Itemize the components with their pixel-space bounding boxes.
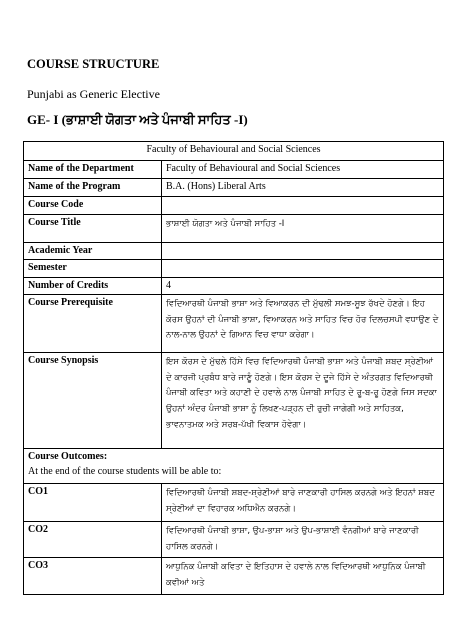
outcome-code: CO2 [24, 522, 162, 558]
outcomes-header-row [24, 449, 444, 484]
prerequisite-label: Course Prerequisite [24, 295, 162, 353]
faculty-header-cell: Faculty of Behavioural and Social Sciences [24, 142, 444, 161]
outcomes-intro: At the end of the course students will be able to: [28, 465, 222, 477]
academic-year-label: Academic Year [24, 242, 162, 260]
course-title-value: ਭਾਸ਼ਾਈ ਯੋਗਤਾ ਅਤੇ ਪੰਜਾਬੀ ਸਾਹਿਤ -I [162, 214, 444, 242]
department-label: Name of the Department [24, 161, 162, 179]
prerequisite-value: ਵਿਦਿਆਰਥੀ ਪੰਜਾਬੀ ਭਾਸ਼ਾ ਅਤੇ ਵਿਆਕਰਨ ਦੀ ਮੁੱਢਲੀ ਸਮਝ-ਸੂਝ ਰੱਖਦੇ ਹੋਣਗੇ। ਇਹ ਕੋਰਸ ਉਹਨਾਂ ਦੀ ਪੰਜਾਬੀ ਭਾਸ਼ਾ, ਵਿਆਕਰਨ ਅਤੇ ਸਾਹਿਤ ਵਿਚ ਹੋਰ ਦਿਲਚਸਪੀ ਵਧਾਉਣ ਦੇ ਨਾਲ-ਨਾਲ ਉਹਨਾਂ ਦੇ ਗਿਆਨ ਵਿਚ ਵਾਧਾ ਕਰੇਗਾ। [162, 295, 444, 353]
table-row [24, 161, 444, 179]
program-value: B.A. (Hons) Liberal Arts [162, 179, 444, 197]
outcome-code: CO1 [24, 484, 162, 522]
course-code-label: Course Code [24, 197, 162, 215]
table-row [24, 214, 444, 242]
table-row [24, 295, 444, 353]
outcome-text: ਵਿਦਿਆਰਥੀ ਪੰਜਾਬੀ ਸ਼ਬਦ-ਸ਼੍ਰੇਣੀਆਂ ਬਾਰੇ ਜਾਣਕਾਰੀ ਹਾਸਿਲ ਕਰਨਗੇ ਅਤੇ ਇਹਨਾਂ ਸ਼ਬਦ ਸ੍ਰੇਣੀਆਂ ਦਾ ਵਿਹਾਰਕ ਅਧਿਐਨ ਕਰਨਗੇ। [162, 484, 444, 522]
semester-label: Semester [24, 260, 162, 278]
table-row [24, 353, 444, 449]
synopsis-label: Course Synopsis [24, 353, 162, 449]
course-structure-table [23, 141, 444, 595]
table-row [24, 484, 444, 522]
outcome-text: ਵਿਦਿਆਰਥੀ ਪੰਜਾਬੀ ਭਾਸ਼ਾ, ਉਪ-ਭਾਸ਼ਾ ਅਤੇ ਉਪ-ਭਾਸ਼ਾਈ ਵੰਨਗੀਆਂ ਬਾਰੇ ਜਾਣਕਾਰੀ ਹਾਸਿਲ ਕਰਨਗੇ। [162, 522, 444, 558]
outcome-code: CO3 [24, 558, 162, 594]
table-row [24, 179, 444, 197]
synopsis-value: ਇਸ ਕੋਰਸ ਦੇ ਮੁੱਢਲੇ ਹਿੱਸੇ ਵਿਚ ਵਿਦਿਆਰਥੀ ਪੰਜਾਬੀ ਭਾਸ਼ਾ ਅਤੇ ਪੰਜਾਬੀ ਸ਼ਬਦ ਸ੍ਰੇਣੀਆਂ ਦੇ ਕਾਰਜੀ ਪ੍ਰਬੰਧ ਬਾਰੇ ਜਾਣੂੰ ਹੋਣਗੇ। ਇਸ ਕੋਰਸ ਦੇ ਦੂਜੇ ਹਿੱਸੇ ਦੇ ਅੰਤਰਗਤ ਵਿਦਿਆਰਥੀ ਪੰਜਾਬੀ ਕਵਿਤਾ ਅਤੇ ਕਹਾਣੀ ਦੇ ਹਵਾਲੇ ਨਾਲ ਪੰਜਾਬੀ ਸਾਹਿਤ ਦੇ ਰੂ-ਬ-ਰੂ ਹੋਣਗੇ ਜਿਸ ਸਦਕਾ ਉਹਨਾਂ ਅੰਦਰ ਪੰਜਾਬੀ ਭਾਸ਼ਾ ਨੂੰ ਲਿਖਣ-ਪੜ੍ਹਨ ਦੀ ਰੁਚੀ ਜਾਗੇਗੀ ਅਤੇ ਸਾਹਿਤਕ, ਭਾਵਨਾਤਮਕ ਅਤੇ ਸਰਬ-ਪੱਖੀ ਵਿਕਾਸ ਹੋਵੇਗਾ। [162, 353, 444, 449]
course-structure-heading: COURSE STRUCTURE [27, 57, 160, 71]
outcomes-title: Course Outcomes: [28, 451, 108, 462]
outcomes-header-cell [24, 449, 444, 484]
table-row [24, 558, 444, 594]
faculty-header-row [24, 142, 444, 161]
academic-year-value [162, 242, 444, 260]
outcome-text: ਆਧੁਨਿਕ ਪੰਜਾਬੀ ਕਵਿਤਾ ਦੇ ਇਤਿਹਾਸ ਦੇ ਹਵਾਲੇ ਨਾਲ ਵਿਦਿਆਰਥੀ ਆਧੁਨਿਕ ਪੰਜਾਬੀ ਕਵੀਆਂ ਅਤੇ [162, 558, 444, 594]
course-title-label: Course Title [24, 214, 162, 242]
credits-value: 4 [162, 277, 444, 295]
table-row [24, 197, 444, 215]
program-label: Name of the Program [24, 179, 162, 197]
table-row [24, 277, 444, 295]
table-row [24, 260, 444, 278]
course-code-value [162, 197, 444, 215]
generic-elective-subheading: Punjabi as Generic Elective [27, 87, 160, 101]
semester-value [162, 260, 444, 278]
ge-course-title-heading: GE- I (ਭਾਸ਼ਾਈ ਯੋਗਤਾ ਅਤੇ ਪੰਜਾਬੀ ਸਾਹਿਤ -I) [27, 112, 248, 127]
credits-label: Number of Credits [24, 277, 162, 295]
table-row [24, 242, 444, 260]
department-value: Faculty of Behavioural and Social Sciences [162, 161, 444, 179]
table-row [24, 522, 444, 558]
